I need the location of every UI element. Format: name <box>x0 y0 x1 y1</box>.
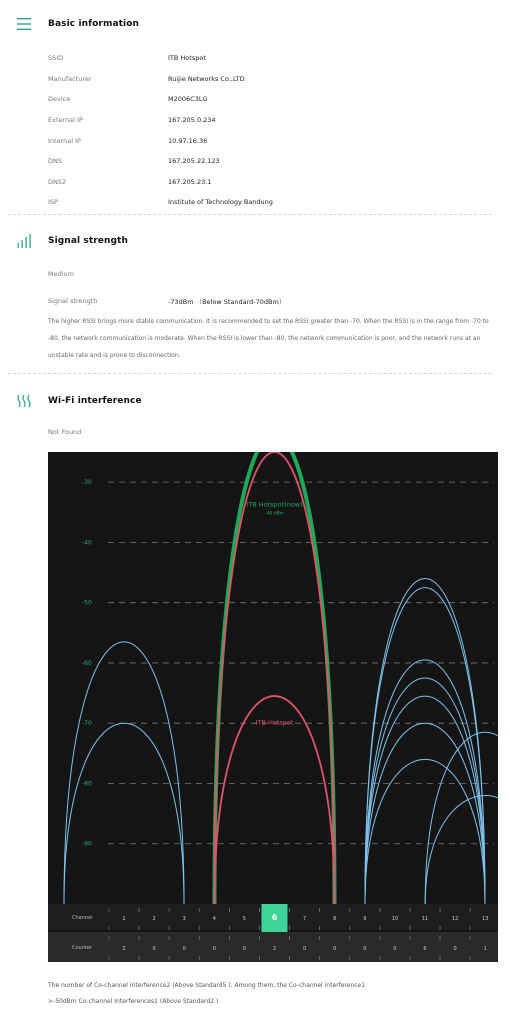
channel-number: 13 <box>482 916 489 922</box>
network-curve-other <box>365 579 485 904</box>
info-row <box>0 192 510 213</box>
y-tick-label: -90 <box>82 840 92 848</box>
channel-number: 12 <box>451 916 459 922</box>
info-label: External IP <box>48 116 83 125</box>
counter-value: 1 <box>483 946 487 952</box>
info-row <box>0 130 510 151</box>
network-curve-other <box>64 642 184 904</box>
signal-description: The higher RSSI brings more stable communication. It is recommended to set the RSSI greater than -70. When the RSSI is in the range from -70 to -80, the network communication is moderate. When the RSSI is lower than -80, the network communication is poor, and the network runs at an unstable rate and is prone to disconnection. <box>48 318 489 359</box>
basic-information-header <box>0 0 510 48</box>
counter-value: 0 <box>212 946 216 952</box>
basic-information-title: Basic information <box>48 19 140 29</box>
info-row <box>0 110 510 131</box>
signal-strength-value: -73dBm （Below Standard-70dBm） <box>168 297 286 306</box>
counter-value: 6 <box>423 946 427 952</box>
info-value: Ruijie Networks Co.,LTD <box>168 74 245 83</box>
network-curve-other <box>365 678 485 904</box>
info-label: Internal IP <box>48 136 81 145</box>
info-row <box>0 172 510 193</box>
counter-value: 0 <box>393 946 397 952</box>
y-tick-label: -70 <box>82 720 92 728</box>
signal-strength-row <box>0 289 510 313</box>
channel-number: 2 <box>152 916 156 922</box>
wifi-channel-chart-svg <box>48 452 498 962</box>
counter-value: 0 <box>182 946 186 952</box>
counter-value: 0 <box>242 946 246 952</box>
info-value: M2006C3LG <box>168 95 208 104</box>
signal-strength-section <box>0 215 510 373</box>
counter-value: 0 <box>303 946 307 952</box>
info-row <box>0 48 510 69</box>
info-value: 167.205.0.234 <box>168 116 216 125</box>
info-row <box>0 69 510 90</box>
info-value: 10.97.16.36 <box>168 136 208 145</box>
y-tick-label: -30 <box>82 479 92 487</box>
info-value: 167.205.22.123 <box>168 157 220 166</box>
network-curve-other <box>425 796 498 904</box>
counter-value: 2 <box>122 946 126 952</box>
wifi-interference-title: Wi-Fi interference <box>48 396 142 406</box>
info-label: SSID <box>48 54 64 63</box>
info-label: Manufacturer <box>48 74 92 83</box>
channel-number: 10 <box>391 916 399 922</box>
info-value: 167.205.23.1 <box>168 177 212 186</box>
interference-status: Not Found <box>48 428 82 436</box>
channel-number: 3 <box>182 916 186 922</box>
y-tick-label: -40 <box>82 539 92 547</box>
channel-number: 8 <box>333 916 337 922</box>
network-label: ITB Hotspot <box>255 718 294 727</box>
y-tick-label: -80 <box>82 780 92 788</box>
heat-waves-icon <box>0 394 48 408</box>
network-curve-own <box>215 696 335 904</box>
counter-value: 0 <box>453 946 457 952</box>
interference-summary-line1: The number of Co-channel interference2 (Above Standard5 ). Among them, the Co-channel interference1 <box>48 982 366 989</box>
network-curve-own <box>215 452 335 904</box>
channel-number: 7 <box>303 916 307 922</box>
channel-number: 4 <box>212 916 216 922</box>
network-curve-other <box>64 723 184 904</box>
info-label: DNS2 <box>48 177 67 186</box>
signal-level-text: Medium <box>48 270 74 278</box>
info-value: Institute of Technology Bandung <box>168 198 273 207</box>
basic-information-list <box>0 48 510 213</box>
network-label: ITB Hotspot(now) <box>246 500 303 509</box>
counter-value: 0 <box>333 946 337 952</box>
channel-number: 1 <box>122 916 126 922</box>
counter-value: 0 <box>363 946 367 952</box>
network-curve-other <box>365 588 485 904</box>
channel-number: 11 <box>421 916 429 922</box>
signal-strength-header <box>0 215 510 267</box>
signal-strength-title: Signal strength <box>48 236 128 246</box>
counter-value: 2 <box>272 946 277 952</box>
basic-information-section <box>0 0 510 214</box>
info-label: DNS <box>48 157 62 166</box>
interference-summary-line2: >-50dBm Co-channel Interferences1 (Above Standard2 ) <box>48 998 219 1005</box>
info-label: Device <box>48 95 71 104</box>
wifi-interference-header <box>0 374 510 428</box>
signal-strength-label: Signal strength <box>48 297 98 305</box>
y-tick-label: -50 <box>82 599 92 607</box>
channel-number: 5 <box>242 916 246 922</box>
wifi-channel-chart <box>48 452 498 962</box>
y-tick-label: -60 <box>82 659 92 667</box>
info-label: ISP <box>48 198 58 207</box>
info-value: ITB Hotspot <box>168 54 206 63</box>
wifi-interference-section <box>0 374 510 444</box>
network-sublabel: -48 dBm <box>264 511 285 517</box>
network-curve-current <box>215 452 335 904</box>
info-row <box>0 89 510 110</box>
channel-row-label: Channel <box>72 915 93 921</box>
info-row <box>0 151 510 172</box>
channel-number: 6 <box>271 913 278 922</box>
channel-number: 9 <box>363 916 367 922</box>
counter-row-label: Counter <box>72 945 92 951</box>
network-curve-other <box>365 759 485 904</box>
signal-bars-icon <box>0 234 48 248</box>
menu-icon <box>0 17 48 31</box>
counter-value: 0 <box>152 946 156 952</box>
